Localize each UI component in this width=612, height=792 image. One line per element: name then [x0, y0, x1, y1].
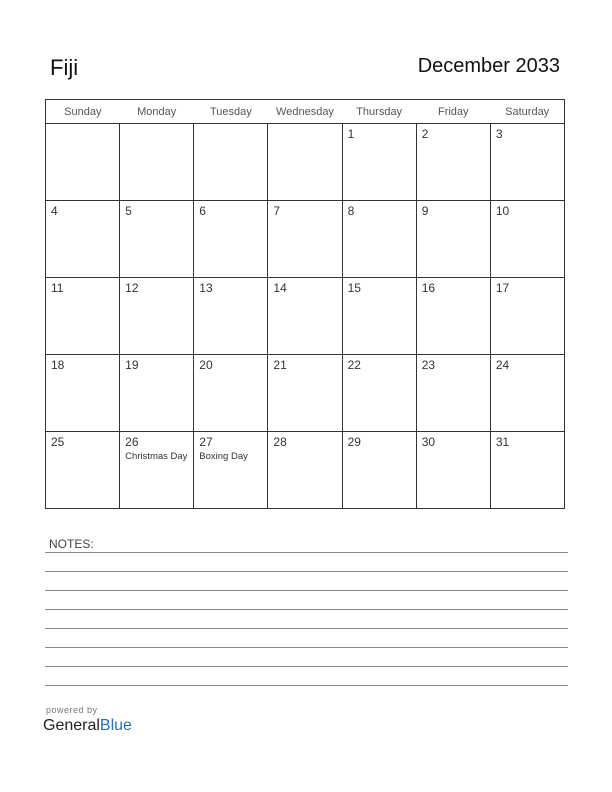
day-cell: [490, 201, 564, 278]
day-number: 24: [495, 358, 510, 372]
month-title: December 2033: [417, 55, 560, 77]
day-number: 7: [273, 204, 281, 218]
day-cell: [268, 432, 342, 509]
note-line: [45, 590, 568, 591]
day-cell: [416, 278, 490, 355]
week-row: [46, 201, 565, 278]
day-cell: [120, 432, 194, 509]
day-cell: [46, 124, 120, 201]
day-number: 26: [125, 435, 139, 449]
note-line: [45, 666, 568, 667]
day-number: 30: [421, 435, 436, 449]
day-cell: [416, 124, 490, 201]
day-cell: [194, 201, 268, 278]
note-line: [45, 647, 568, 648]
day-cell: [120, 278, 194, 355]
day-cell: [416, 201, 490, 278]
day-cell: [342, 201, 416, 278]
day-number: 3: [495, 127, 503, 141]
day-cell: [342, 124, 416, 201]
powered-by-text: powered by: [46, 705, 98, 715]
day-number: 23: [421, 358, 436, 372]
day-number: 15: [347, 281, 361, 295]
day-number: 12: [125, 281, 139, 295]
day-cell: [46, 432, 120, 509]
week-row: [46, 432, 565, 509]
note-line: [45, 685, 568, 686]
day-number: 11: [51, 281, 64, 295]
day-cell: [268, 124, 342, 201]
day-number: 4: [51, 204, 58, 218]
day-cell: [490, 432, 564, 509]
note-line: [45, 609, 568, 610]
day-cell: [268, 278, 342, 355]
weekday-wednesday: Wednesday: [268, 100, 342, 124]
day-number: 25: [51, 435, 65, 449]
week-row: [46, 278, 565, 355]
day-cell: [342, 278, 416, 355]
day-number: 22: [347, 358, 361, 372]
day-number: 19: [125, 358, 139, 372]
day-number: 18: [51, 358, 65, 372]
day-number: 21: [273, 358, 287, 372]
day-cell: [194, 278, 268, 355]
day-cell: [194, 432, 268, 509]
day-number: 13: [199, 281, 213, 295]
day-number: 5: [125, 204, 132, 218]
calendar-grid: [45, 99, 565, 509]
day-number: 29: [347, 435, 361, 449]
day-cell: [46, 201, 120, 278]
weekday-friday: Friday: [416, 100, 490, 124]
brand-logo: [43, 717, 132, 735]
day-number: 17: [495, 281, 510, 295]
weekday-saturday: Saturday: [490, 100, 564, 124]
day-number: 16: [421, 281, 436, 295]
weekday-tuesday: Tuesday: [194, 100, 268, 124]
brand-name-part1: General: [43, 717, 100, 734]
day-number: 28: [273, 435, 287, 449]
country-title: Fiji: [50, 55, 79, 80]
weekday-monday: Monday: [120, 100, 194, 124]
week-row: [46, 355, 565, 432]
holiday-label: Christmas Day: [125, 451, 188, 462]
day-cell: [46, 355, 120, 432]
weekday-thursday: Thursday: [342, 100, 416, 124]
note-line: [45, 571, 568, 572]
day-cell: [120, 355, 194, 432]
day-number: 8: [347, 204, 355, 218]
weekday-header-row: [46, 100, 565, 124]
note-line: [45, 552, 568, 553]
day-cell: [416, 432, 490, 509]
weekday-sunday: Sunday: [46, 100, 120, 124]
day-number: 20: [199, 358, 213, 372]
day-cell: [490, 278, 564, 355]
day-cell: [490, 355, 564, 432]
holiday-label: Boxing Day: [199, 451, 248, 462]
note-line: [45, 628, 568, 629]
notes-label: NOTES:: [49, 537, 94, 551]
day-cell: [194, 355, 268, 432]
day-number: 9: [421, 204, 429, 218]
day-cell: [268, 355, 342, 432]
day-number: 10: [495, 204, 510, 218]
week-row: [46, 124, 565, 201]
day-cell: [46, 278, 120, 355]
day-cell: [268, 201, 342, 278]
day-cell: [342, 432, 416, 509]
day-number: 6: [199, 204, 206, 218]
day-cell: [120, 201, 194, 278]
day-cell: [194, 124, 268, 201]
day-cell: [120, 124, 194, 201]
day-cell: [490, 124, 564, 201]
day-number: 14: [273, 281, 287, 295]
day-cell: [416, 355, 490, 432]
day-number: 31: [495, 435, 510, 449]
brand-name-part2: Blue: [99, 717, 132, 734]
day-number: 2: [421, 127, 429, 141]
day-number: 1: [347, 127, 355, 141]
day-cell: [342, 355, 416, 432]
day-number: 27: [199, 435, 213, 449]
